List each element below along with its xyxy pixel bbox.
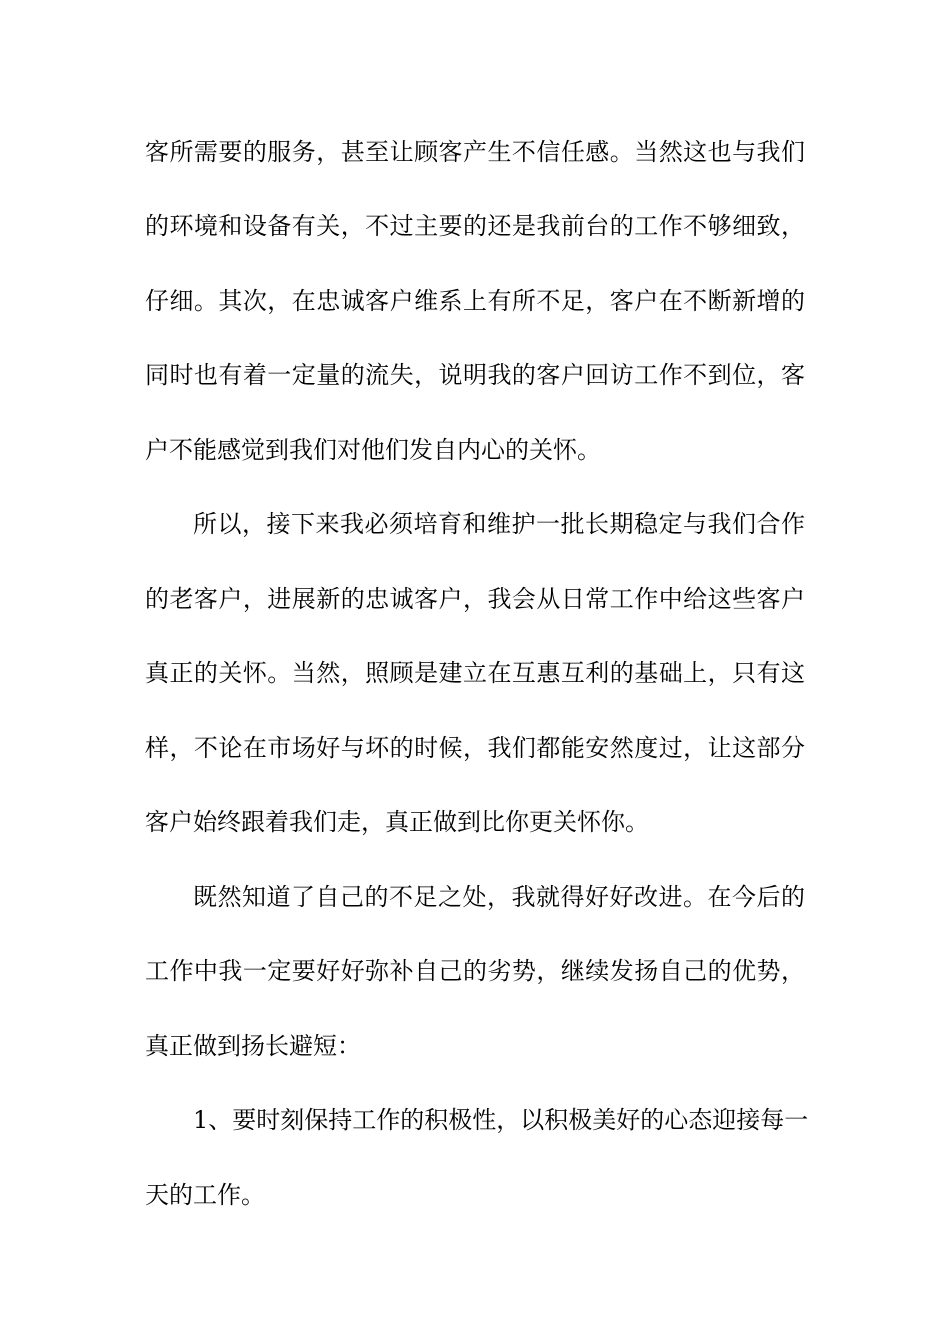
text-line: 真正做到扬长避短： — [145, 1032, 361, 1060]
text-line: 工作中我一定要好好弥补自己的劣势，继续发扬自己的优势， — [145, 957, 805, 985]
text-line: 天的工作。 — [145, 1181, 265, 1209]
text-line: 户不能感觉到我们对他们发自内心的关怀。 — [145, 436, 601, 464]
paragraph-first-line: 既然知道了自己的不足之处，我就得好好改进。在今后的 — [193, 883, 805, 911]
text-line: 的老客户，进展新的忠诚客户，我会从日常工作中给这些客户 — [145, 585, 805, 613]
text-line: 客所需要的服务，甚至让顾客产生不信任感。当然这也与我们 — [145, 138, 805, 166]
text-line: 的环境和设备有关，不过主要的还是我前台的工作不够细致， — [145, 212, 805, 240]
list-item-first-line: 1、要时刻保持工作的积极性，以积极美好的心态迎接每一 — [193, 1106, 809, 1134]
text-line: 真正的关怀。当然，照顾是建立在互惠互利的基础上，只有这 — [145, 659, 805, 687]
text-line: 同时也有着一定量的流失，说明我的客户回访工作不到位，客 — [145, 361, 805, 389]
text-line: 样，不论在市场好与坏的时候，我们都能安然度过，让这部分 — [145, 734, 805, 762]
paragraph-first-line: 所以，接下来我必须培育和维护一批长期稳定与我们合作 — [193, 510, 805, 538]
text-line: 客户始终跟着我们走，真正做到比你更关怀你。 — [145, 808, 649, 836]
text-line: 仔细。其次，在忠诚客户维系上有所不足，客户在不断新增的 — [145, 287, 805, 315]
